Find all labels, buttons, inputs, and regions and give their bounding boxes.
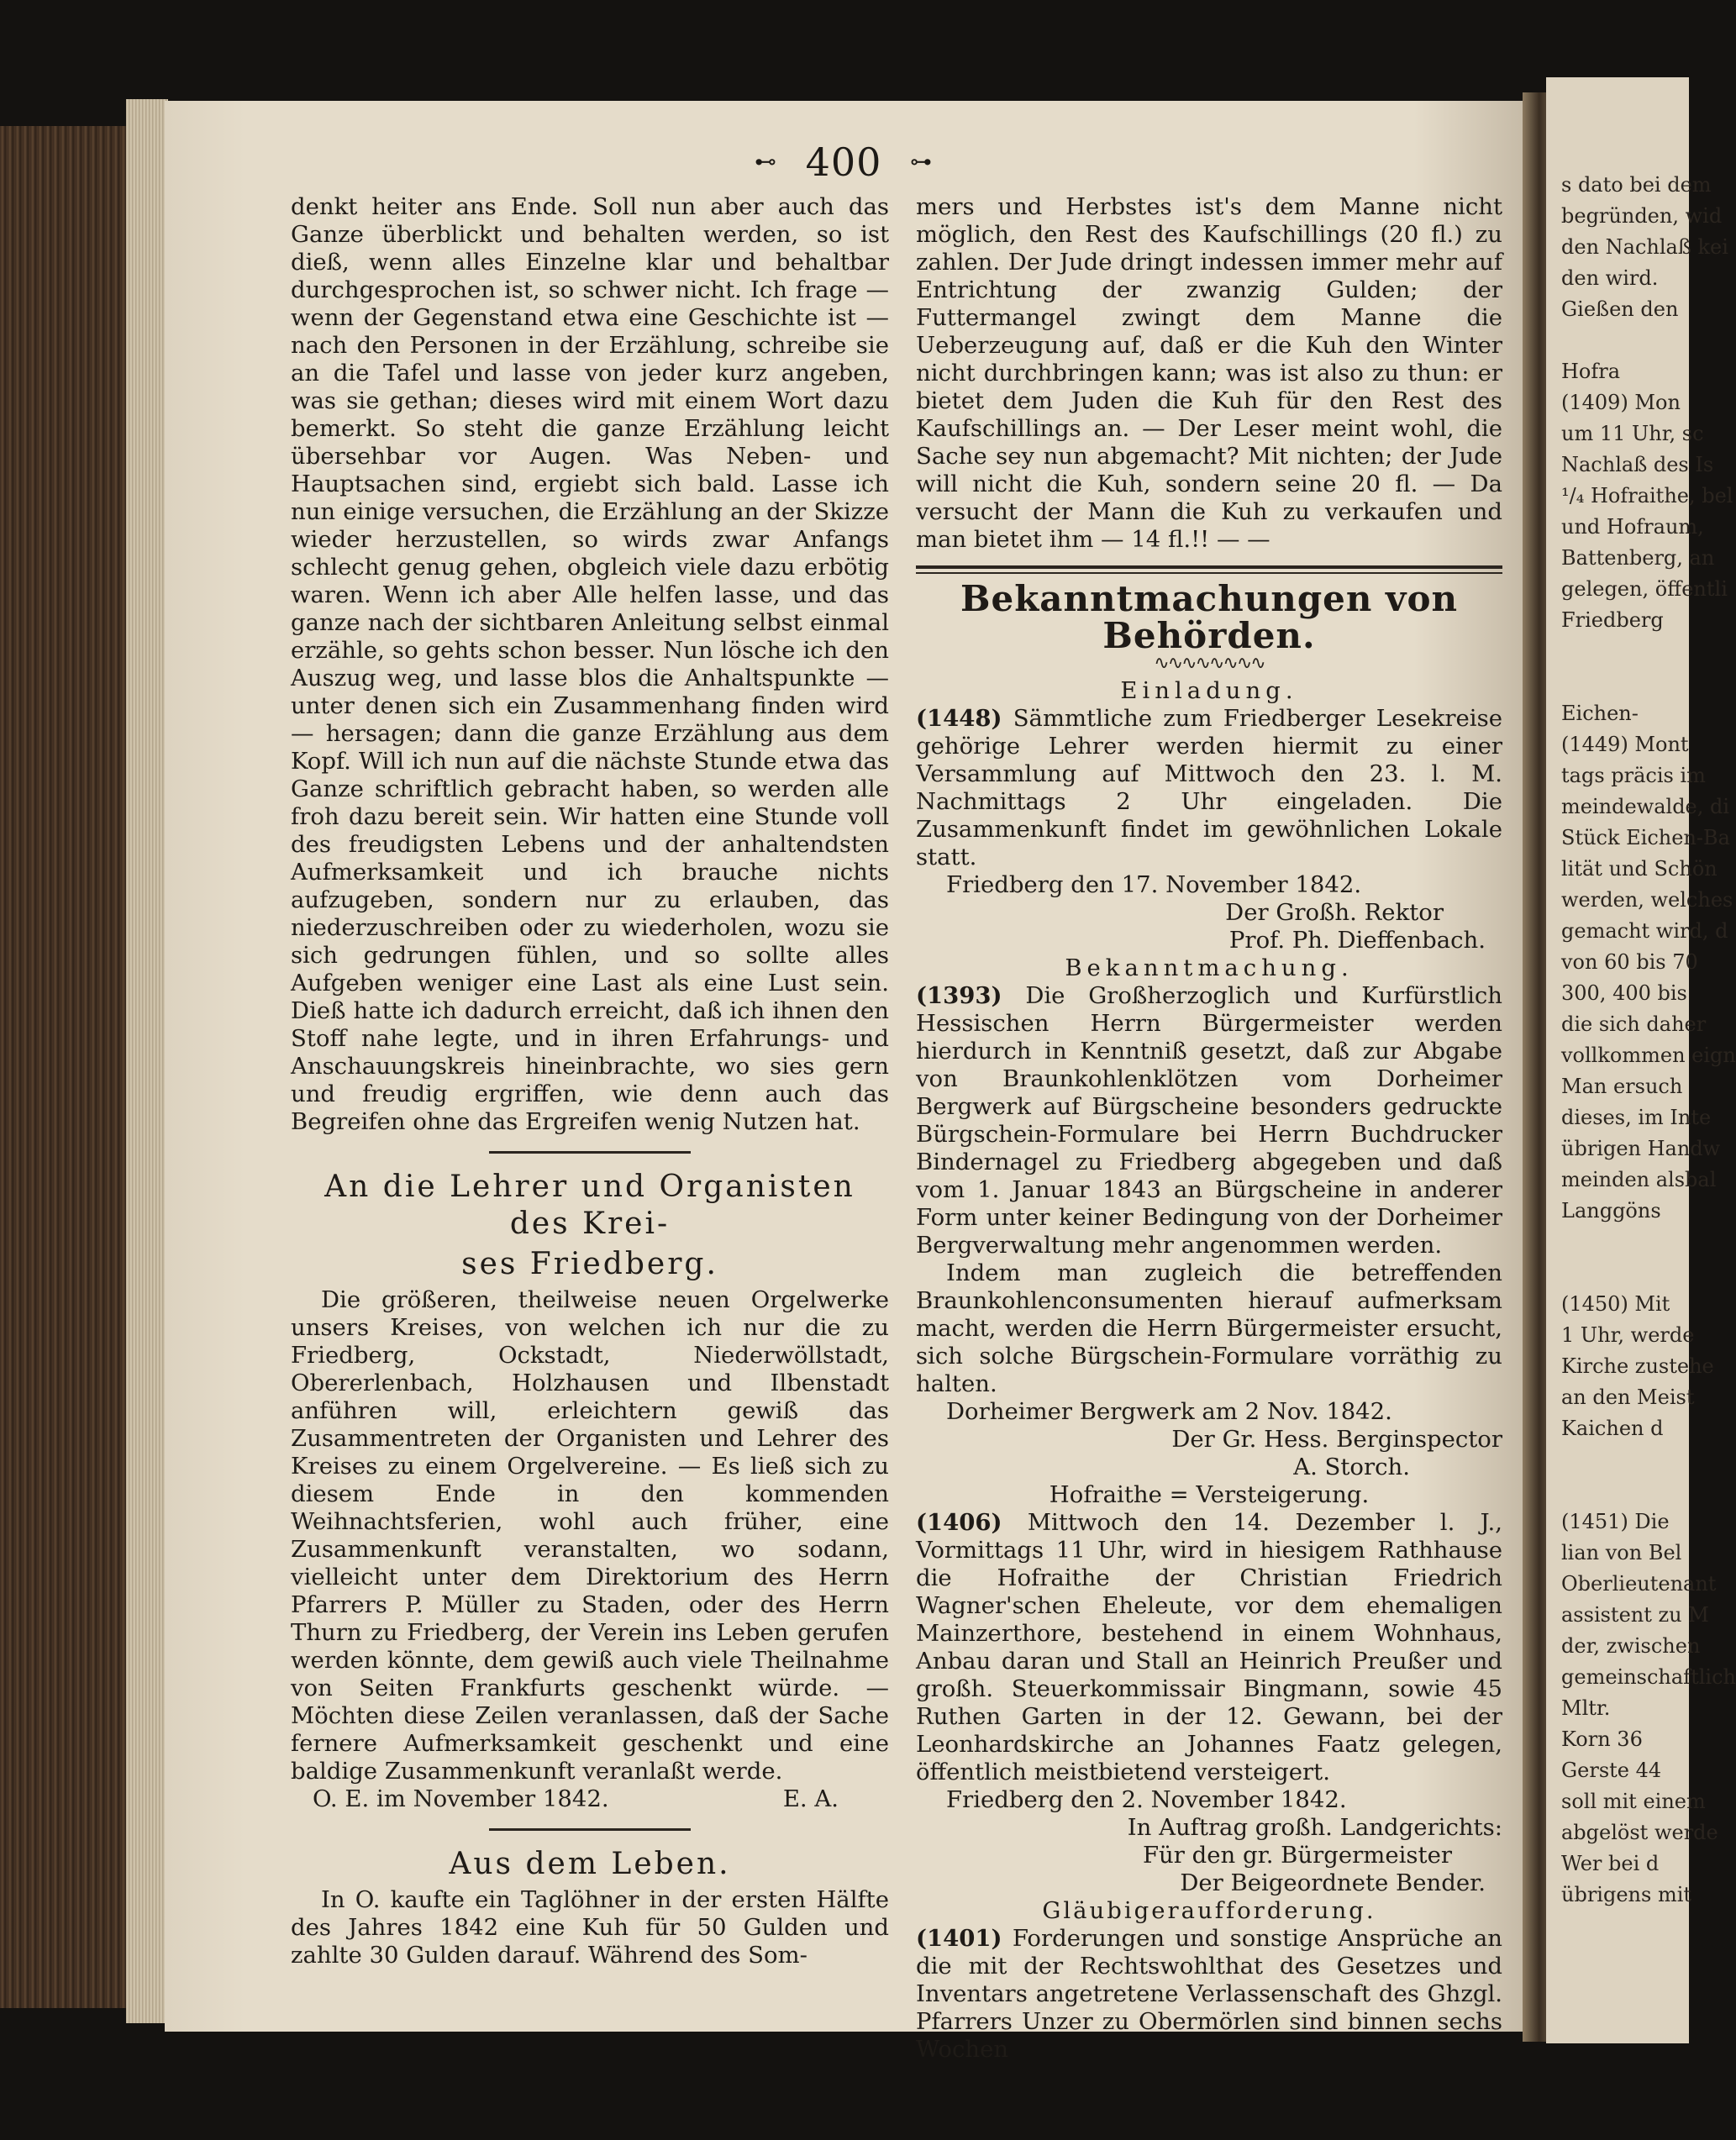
adjacent-page-line: Nachlaß des Is [1561,453,1714,476]
adjacent-page-line: begründen, wid [1561,204,1723,228]
adjacent-page-line [1561,667,1687,698]
notice-1393 [916,982,1502,1259]
adjacent-page-line: werden, welches [1561,888,1733,912]
adjacent-page-line: (1449) Mont [1561,733,1689,756]
notice-1448-body: Sämmtliche zum Friedberger Lesekreise gehörige Lehrer werden hiermit zu einer Versammlung auf Mittwoch den 23. l. M. Nachmittags 2 Uhr eingeladen. Die Zusammenkunft findet im gewöhnlichen Lokale statt. [916,705,1502,870]
divider [489,1828,691,1831]
adjacent-page-line: übrigen Handw [1561,1137,1721,1160]
notice-1448-sign-name: Prof. Ph. Dieffenbach. [1228,927,1486,954]
adjacent-page-line: den Nachlaß kei [1561,235,1728,259]
life-article-title: Aus dem Leben. [449,1847,731,1881]
adjacent-page-line [1561,325,1687,356]
adjacent-page-line: um 11 Uhr, sc [1561,422,1704,445]
adjacent-page-line: (1451) Die [1561,1510,1670,1533]
adjacent-page-line [1561,1258,1687,1289]
adjacent-page-line: übrigens mit [1561,1883,1692,1906]
page-number: 400 [805,139,882,185]
adjacent-page-line: Gerste 44 [1561,1759,1662,1782]
adjacent-page-line: Battenberg, an [1561,546,1715,570]
organists-article-place-date: O. E. im November 1842. [313,1785,609,1812]
adjacent-page-line: meindewalde, di [1561,795,1730,818]
adjacent-page-line: soll mit einem [1561,1790,1706,1813]
notice-1448-number: (1448) [916,705,1002,732]
adjacent-page-line: Langgöns [1561,1199,1661,1222]
adjacent-page-line: 300, 400 bis [1561,981,1687,1005]
page-stack-edge [126,99,168,2023]
adjacent-page-line: Stück Eichen-Ba [1561,826,1730,849]
notice-1448-sign-title: Der Großh. Rektor [1225,899,1444,926]
announcements-section-title: Bekanntmachungen von Behörden. [960,578,1459,656]
adjacent-page-line: (1409) Mon [1561,391,1681,414]
organists-article-signature [291,1785,889,1813]
divider [489,1151,691,1154]
notice-1393-title: Bekanntmachung. [1065,954,1354,981]
adjacent-page-line [1561,1227,1687,1258]
life-article-body-continued: mers und Herbstes ist's dem Manne nicht möglich, den Rest des Kaufschillings (20 fl.) zu zahlen. Der Jude dringt indessen immer mehr auf Entrichtung der zwanzig Gulden; der Futtermangel zwingt dem Manne die Ueberzeugung auf, daß er die Kuh den Winter nicht durchbringen kann; was ist also zu thun: er bietet dem Juden die Kuh für den Rest des Kaufschillings an. — Der Leser meint wohl, die Sache sey nun abgemacht? Mit nichten; der Jude will nicht die Kuh, sondern seine 20 fl. — Da versucht der Mann die Kuh zu verkaufen und man bietet ihm — 14 fl.!! — — [916,193,1502,553]
adjacent-page-line: an den Meist [1561,1385,1695,1409]
notice-1406-place-date: Friedberg den 2. November 1842. [946,1786,1347,1813]
adjacent-page-line: gemacht wird, d [1561,919,1728,943]
notice-1406-sign-line1: In Auftrag großh. Landgerichts: [1127,1814,1502,1841]
adjacent-page [1546,77,1736,2043]
page-header [165,139,1523,185]
adjacent-page-line: den wird. [1561,266,1659,290]
adjacent-page-line: Hofra [1561,360,1621,383]
adjacent-page-line: von 60 bis 70 [1561,950,1698,974]
notice-1393-body2: Indem man zugleich die betreffenden Braunkohlenconsumenten hierauf aufmerksam macht, werden die Herrn Bürgermeister ersucht, sich solche Bürgschein-Formulare vorräthig zu halten. [916,1259,1502,1397]
notice-1401-body: Forderungen und sonstige Ansprüche an die mit der Rechtswohlthat des Gesetzes und Inventars angetretene Verlassenschaft des Ghzgl. Pfarrers Unzer zu Obermörlen sind binnen sechs Wochen [916,1925,1502,2063]
adjacent-page-line: gemeinschaftlich [1561,1665,1736,1689]
notice-1393-body: Die Großherzoglich und Kurfürstlich Hessischen Herrn Bürgermeister werden hierdurch in Kenntniß gesetzt, daß zur Abgabe von Braunkohlenklötzen vom Dorheimer Bergwerk auf Bürgscheine besonders gedruckte Bürgschein-Formulare bei Herrn Buchdrucker Bindernagel zu Friedberg abgegeben und daß vom 1. Januar 1843 an Bürgscheine in anderer Form unter keiner Bedingung von der Dorheimer Bergverwaltung mehr angenommen werden. [916,982,1502,1259]
notice-1448-place-date: Friedberg den 17. November 1842. [946,871,1362,898]
organists-article-body: Die größeren, theilweise neuen Orgelwerke unsers Kreises, von welchen ich nur die zu Friedberg, Ockstadt, Niederwöllstadt, Obererlenbach, Holzhausen und Ilbenstadt anführen will, erleichtern gewiß das Zusammentreten der Organisten und Lehrer des Kreises zu einem Orgelvereine. — Es ließ sich zu diesem Ende in den kommenden Weihnachtsferien, wohl auch früher, eine Zusammenkunft veranstalten, wo sodann, vielleicht unter dem Direktorium des Herrn Pfarrers P. Müller zu Staden, oder des Herrn Thurn zu Friedberg, der Verein ins Leben gerufen werden könnte, dem gewiß auch viele Theilnahme von Seiten Frankfurts geschenkt würde. — Möchten diese Zeilen veranlassen, daß der Sache fernere Aufmerksamkeit geschenkt und eine baldige Zusammenkunft veranlaßt werde. [291,1286,889,1785]
adjacent-page-line [1561,1475,1687,1506]
notice-1406-sign-line2: Für den gr. Bürgermeister [1142,1842,1452,1869]
adjacent-page-line [1561,1444,1687,1475]
adjacent-page-line: tags präcis im [1561,764,1706,787]
notice-1406-sign-line3: Der Beigeordnete Bender. [1180,1869,1486,1896]
organists-article-title-line1: An die Lehrer und Organisten des Krei- [324,1170,855,1241]
adjacent-page-line: Eichen- [1561,702,1639,725]
adjacent-page-line: Korn 36 [1561,1727,1643,1751]
adjacent-page-line: ¹/₄ Hofraithe, bel [1561,484,1733,507]
notice-1401-title: Gläubigeraufforderung. [1042,1897,1376,1924]
adjacent-page-line: dieses, im Inte [1561,1106,1712,1129]
adjacent-page-line: s dato bei dem [1561,173,1712,197]
notice-1401 [916,1925,1502,2064]
adjacent-page-line: lität und Schön [1561,857,1718,881]
section-ornament: ∿∿∿∿∿∿∿∿ [1154,653,1265,674]
notice-1448 [916,705,1502,871]
adjacent-page-line: Oberlieutenant [1561,1572,1717,1596]
notice-1406 [916,1509,1502,1786]
book-page [165,101,1523,2063]
organists-article-title-line2: ses Friedberg. [461,1247,718,1281]
adjacent-page-line: Friedberg [1561,608,1664,632]
double-rule [916,565,1502,574]
adjacent-page-line: assistent zu M [1561,1603,1709,1627]
adjacent-page-line [1561,636,1687,667]
adjacent-page-line: die sich daher [1561,1012,1707,1036]
essay-continuation: denkt heiter ans Ende. Soll nun aber auch das Ganze überblickt und behalten werden, so ist dieß, wenn alles Einzelne klar und behaltbar durchgesprochen ist, so schwer nicht. Ich frage — wenn der Gegenstand etwa eine Geschichte ist — nach den Personen in der Erzählung, schreibe sie an die Tafel und lasse von jeder kurz angeben, was sie gethan; dieses wird mit einem Wort dazu bemerkt. So steht die ganze Erzählung leicht übersehbar vor Augen. Was Neben- und Hauptsachen sind, ergiebt sich bald. Lasse ich nun einige versuchen, die Erzählung an der Skizze wieder herzustellen, so wirds zwar Anfangs schlecht genug gehen, obgleich viele dazu erbötig waren. Wenn ich aber Alle helfen lasse, und das ganze nach der sichtbaren Anleitung selbst einmal erzähle, so gehts schon besser. Nun lösche ich den Auszug weg, und lasse blos die Anhaltspunkte — unter denen sich ein Zusammenhang finden wird — hersagen; dann die ganze Erzählung aus dem Kopf. Will ich nun auf die nächste Stunde etwa das Ganze schriftlich gebracht haben, so werden alle froh dazu bereit sein. Wir hatten eine Stunde voll des freudigsten Lebens und der anhaltendsten Aufmerksamkeit und ich brauche nichts aufzugeben, sondern nur zu erlauben, das niederzuschreiben oder zu wiederholen, wozu sie sich gedrungen fühlen, und so sollte alles Aufgeben weniger eine Last als eine Lust sein. Dieß hatte ich dadurch erreicht, daß ich ihnen den Stoff nahe legte, und in ihren Erfahrungs- und Anschauungskreis hineinbrachte, wo sies gern und freudig ergriffen, wie denn auch das Begreifen ohne das Ergreifen wenig Nutzen hat. [291,193,889,1135]
header-ornament-left: ⊷ [754,150,777,175]
adjacent-page-line: Man ersuch [1561,1075,1683,1098]
life-article-body-start: In O. kaufte ein Taglöhner in der ersten Hälfte des Jahres 1842 eine Kuh für 50 Gulden und zahlte 30 Gulden darauf. Während des Som- [291,1886,889,1969]
notice-1393-sign-name: A. Storch. [1293,1454,1410,1480]
notice-1406-body: Mittwoch den 14. Dezember l. J., Vormittags 11 Uhr, wird in hiesigem Rathhause die Hofraithe der Christian Friedrich Wagner'schen Eheleute, vor dem ehemaligen Mainzerthore, bestehend in einem Wohnhaus, Anbau daran und Stall an Heinrich Preußer und großh. Steuerkommissair Bingmann, sowie 45 Ruthen Garten in der 12. Gewann, bei der Leonhardskirche an Johannes Faatz gelegen, öffentlich meistbietend versteigert. [916,1509,1502,1785]
left-column [291,193,889,1969]
adjacent-page-line: Wer bei d [1561,1852,1660,1875]
notice-1406-title: Hofraithe = Versteigerung. [1049,1481,1370,1508]
adjacent-page-line: Kaichen d [1561,1417,1664,1440]
notice-1401-number: (1401) [916,1925,1002,1952]
adjacent-page-line: gelegen, öffentli [1561,577,1728,601]
adjacent-page-line: Mltr. [1561,1696,1611,1720]
notice-1393-number: (1393) [916,982,1002,1009]
adjacent-page-line: und Hofraum, [1561,515,1704,539]
notice-1393-place-date: Dorheimer Bergwerk am 2 Nov. 1842. [946,1398,1392,1425]
adjacent-page-line: abgelöst werde [1561,1821,1718,1844]
notice-1393-sign-title: Der Gr. Hess. Berginspector [1171,1426,1502,1453]
adjacent-page-line: der, zwischen [1561,1634,1701,1658]
notice-1406-number: (1406) [916,1509,1002,1536]
adjacent-page-line: vollkommen eign [1561,1044,1736,1067]
adjacent-page-line: lian von Bel [1561,1541,1682,1564]
adjacent-page-line: Kirche zustehe [1561,1354,1714,1378]
adjacent-page-fragments [1561,170,1736,1911]
header-ornament-right: ⊶ [910,150,934,175]
adjacent-page-line: Gießen den [1561,297,1679,321]
adjacent-page-line: meinden alsbal [1561,1168,1717,1191]
organists-article-initials: E. A. [782,1785,839,1812]
notice-1448-title: Einladung. [1120,677,1298,704]
adjacent-page-line: (1450) Mit [1561,1292,1670,1316]
adjacent-page-line: 1 Uhr, werde [1561,1323,1695,1347]
right-column [916,193,1502,2064]
